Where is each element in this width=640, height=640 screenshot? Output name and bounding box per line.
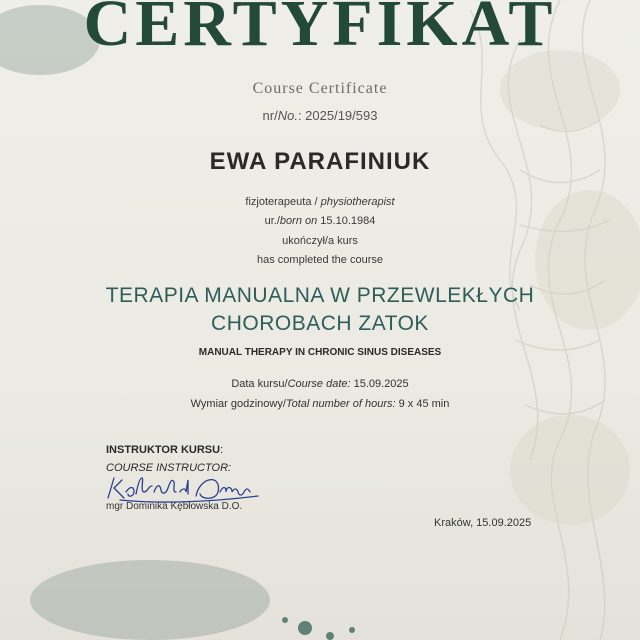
hours-value: 9 x 45 min — [398, 398, 450, 410]
hours-pl: Wymiar godzinowy/ — [190, 398, 286, 410]
certificate-title: CERTYFIKAT — [83, 0, 557, 60]
born-date: 15.10.1984 — [320, 215, 376, 227]
course-title-line1: TERAPIA MANUALNA W PRZEWLEKŁYCH — [105, 284, 535, 307]
course-date-value: 15.09.2025 — [353, 378, 409, 390]
instructor-label-en-text: COURSE INSTRUCTOR: — [106, 462, 232, 474]
completed-en-line: has completed the course — [257, 254, 383, 266]
instructor-label-colon: : — [220, 444, 224, 456]
course-title — [0, 282, 640, 338]
certificate-number — [0, 108, 640, 123]
certificate-subtitle: Course Certificate — [252, 80, 388, 97]
course-date-en: Course date: — [287, 378, 351, 390]
course-title-line2: CHOROBACH ZATOK — [211, 312, 429, 335]
born-en: born on — [279, 215, 318, 227]
recipient-name: EWA PARAFINIUK — [209, 148, 431, 175]
hours-en: Total number of hours: — [285, 398, 396, 410]
profession-line — [0, 196, 640, 208]
born-line — [0, 215, 640, 227]
instructor-label-pl-text: INSTRUKTOR KURSU — [106, 444, 221, 456]
instructor-label-pl — [106, 444, 223, 456]
number-label-pl: nr/ — [262, 108, 278, 123]
number-label-en: No. — [277, 108, 298, 123]
profession-en: physiotherapist — [320, 196, 395, 208]
profession-pl: fizjoterapeuta / — [245, 196, 318, 208]
number-value: : 2025/19/593 — [297, 108, 378, 123]
course-date-line — [0, 378, 640, 390]
place-and-date: Kraków, 15.09.2025 — [434, 517, 532, 529]
born-pl: ur./ — [264, 215, 280, 227]
hours-line — [0, 398, 640, 410]
course-date-pl: Data kursu/ — [231, 378, 288, 390]
completed-pl-line: ukończył/a kurs — [282, 235, 358, 247]
instructor-name: mgr Dominika Kębłowska D.O. — [106, 501, 243, 512]
course-title-en: MANUAL THERAPY IN CHRONIC SINUS DISEASES — [198, 347, 442, 358]
